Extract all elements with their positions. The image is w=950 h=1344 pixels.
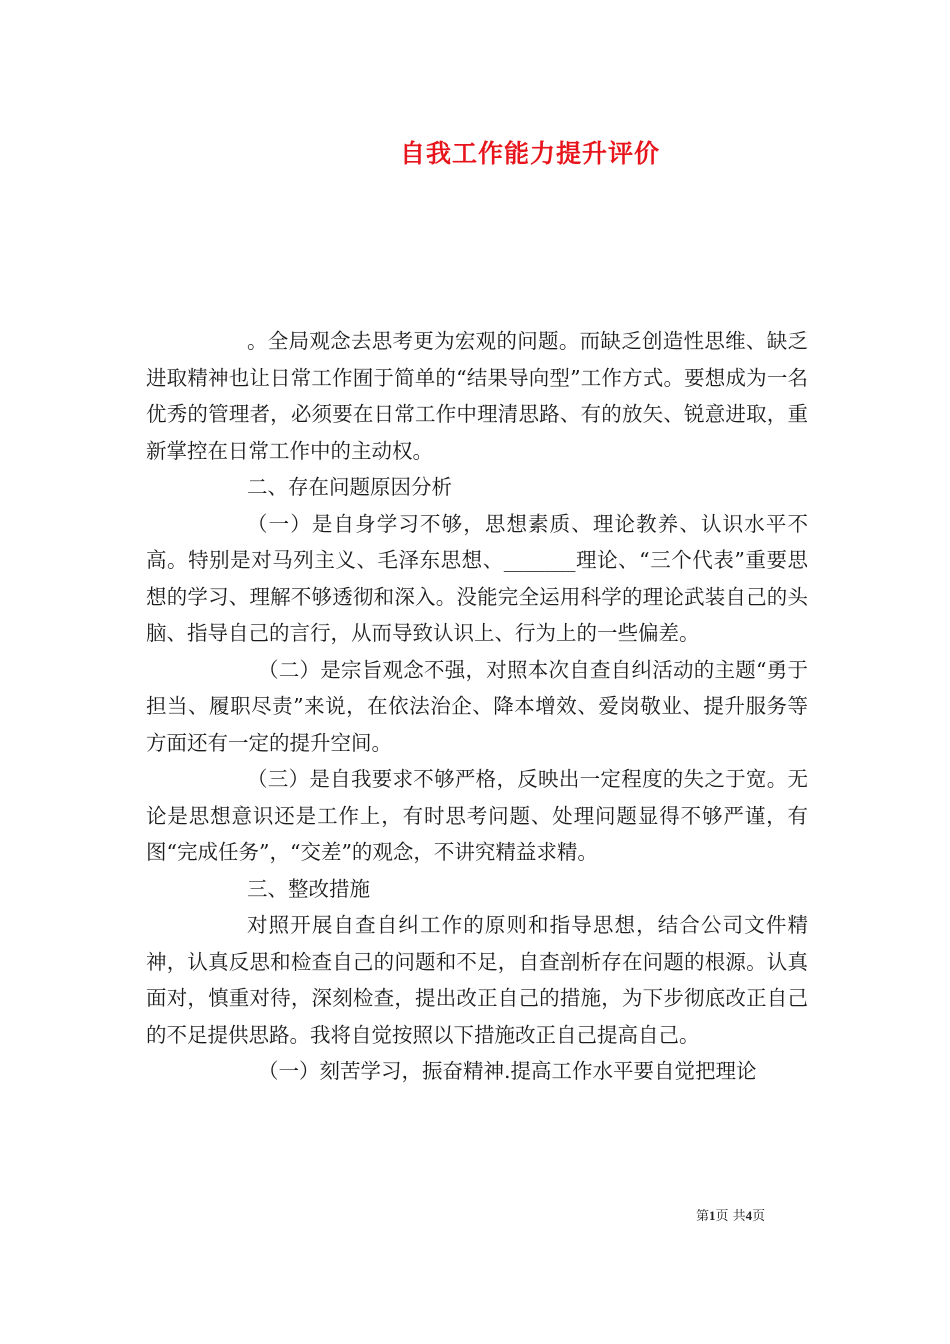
section-heading-rectification: 三、整改措施 <box>247 876 370 901</box>
footer-suffix: 页 <box>752 1209 766 1224</box>
section-heading-cause-analysis: 二、存在问题原因分析 <box>247 475 452 499</box>
paragraph-cause-2: （二）是宗旨观念不强，对照本次自查自纠活动的主题“勇于担当、履职尽责”来说，在依法治企、降本增效、爱岗敬业、提升服务等方面还有一定的提升空间。 <box>146 657 808 755</box>
document-title: 自我工作能力提升评价 <box>399 139 660 168</box>
paragraph-cause-1: （一）是自身学习不够，思想素质、理论教养、认识水平不高。特别是对马列主义、毛泽东思想、_______理论、“三个代表”重要思想的学习、理解不够透彻和深入。没能完全运用科学的理论武装自己的头脑、指导自己的言行，从而导致认识上、行为上的一些偏差。 <box>146 511 808 645</box>
paragraph-rectification-intro: 对照开展自查自纠工作的原则和指导思想，结合公司文件精神，认真反思和检查自己的问题和不足，自查剖析存在问题的根源。认真面对，慎重对待，深刻检查，提出改正自己的措施，为下步彻底改正自己的不足提供思路。我将自觉按照以下措施改正自己提高自己。 <box>146 913 808 1047</box>
paragraph-cause-3: （三）是自我要求不够严格，反映出一定程度的失之于宽。无论是思想意识还是工作上，有时思考问题、处理问题显得不够严谨，有图“完成任务”，“交差”的观念，不讲究精益求精。 <box>146 767 808 864</box>
footer-middle: 页 共 <box>715 1209 746 1224</box>
document-body <box>146 323 808 1090</box>
footer-total-pages: 4 <box>745 1208 753 1223</box>
footer-prefix: 第 <box>696 1209 710 1224</box>
paragraph-measure-1: （一）刻苦学习，振奋精神.提高工作水平要自觉把理论 <box>258 1059 757 1083</box>
page-footer <box>696 1205 826 1224</box>
footer-page-number: 1 <box>709 1208 716 1223</box>
paragraph-intro: 。全局观念去思考更为宏观的问题。而缺乏创造性思维、缺乏进取精神也让日常工作囿于简单的“结果导向型”工作方式。要想成为一名优秀的管理者，必须要在日常工作中理清思路、有的放矢、锐意进取，重新掌控在日常工作中的主动权。 <box>146 329 808 463</box>
